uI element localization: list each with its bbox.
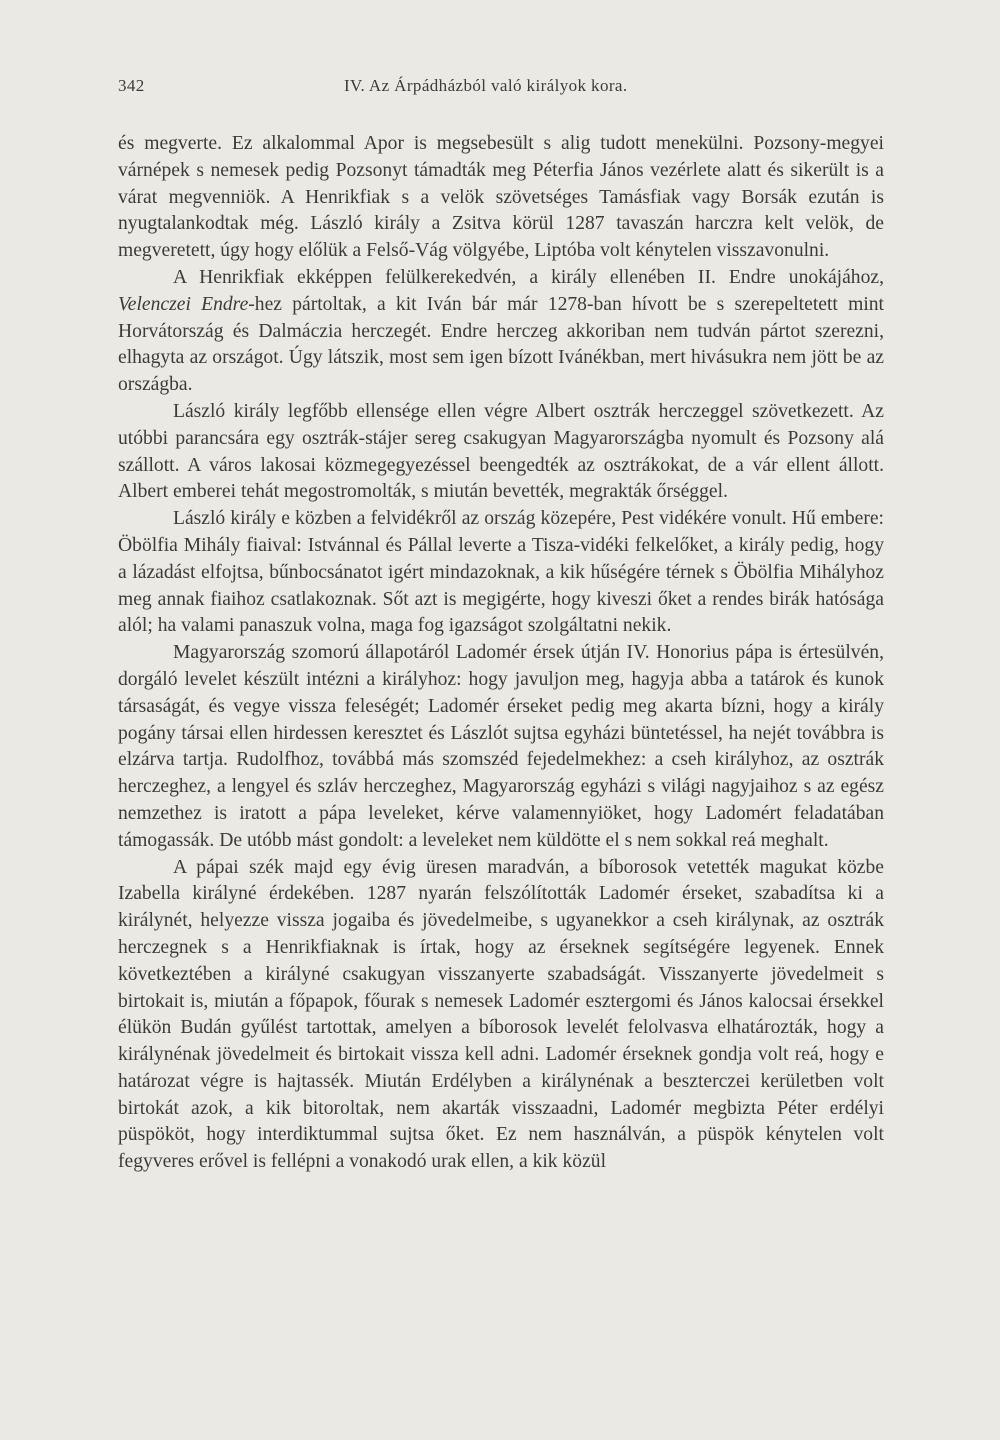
paragraph-2-end: -hez pártoltak, a kit Iván bár már 1278-ban hívott be s szerepeltetett mint Horvátország és Dalmáczia herczegét. Endre herczeg akkoriban nem tudván pártot szerezni, elhagyta az országot. Úgy látszik, most sem igen bízott Ivánékban, mert hivásukra nem jött be az országba. <box>118 293 885 396</box>
paragraph-4: László király e közben a felvidékről az ország közepére, Pest vidékére vonult. Hű embere: Öbölfia Mihály fiaival: Istvánnal és Pállal leverte a Tisza-vidéki felkelőket, a király pedig, hogy a lázadást elfojtsa, bűnbocsánatot igért mindazoknak, a kik hűségére térnek s Öbölfia Mihályhoz meg annak fiaihoz csatlakoznak. Sőt azt is megigérte, hogy kiveszi őket a rendes birák hatósága alól; ha valami panaszuk volna, maga fog igazságot szolgáltatni nekik. <box>118 508 884 637</box>
running-title: IV. Az Árpádházból való királyok kora. <box>344 76 628 95</box>
paragraph-2 <box>118 265 884 399</box>
paragraph-3: László király legfőbb ellensége ellen végre Albert osztrák herczeggel szövetkezett. Az utóbbi parancsára egy osztrák-stájer sereg csakugyan Magyarországba nyomult és Pozsony alá szállott. A város lakosai közmegegyezéssel beengedték az osztrákokat, de a vár ellent állott. Albert emberei tehát megostromolták, s miután bevették, megrakták őrséggel. <box>118 400 884 503</box>
paragraph-1: és megverte. Ez alkalommal Apor is megsebesült s alig tudott menekülni. Pozsony-megyei várnépek s nemesek pedig Pozsonyt támadták meg Péterfia János vezérlete alatt és sikerült is a várat megvenniök. A Henrikfiak s a velök szövetséges Tamásfiak vagy Borsák ezután is nyugtalankodtak még. László király a Zsitva körül 1287 tavaszán harczra kelt velök, de megveretett, úgy hogy előlük a Felső-Vág völgyébe, Liptóba volt kénytelen visszavonulni. <box>118 133 884 262</box>
paragraph-6: A pápai szék majd egy évig üresen maradván, a bíborosok vetették magukat közbe Izabella királyné érdekében. 1287 nyarán felszólították Ladomér érseket, szabadítsa ki a királynét, helyezze vissza jogaiba és jövedelmeibe, s ugyanekkor a cseh királynak, az osztrák herczegnek s a Henrikfiaknak is írtak, hogy az érseknek segítségére legyenek. Ennek következtében a királyné csakugyan visszanyerte szabadságát. Visszanyerte jövedelmeit s birtokait is, miután a főpapok, főurak s nemesek Ladomér esztergomi és János kalocsai érsekkel élükön Budán gyűlést tartottak, amelyen a bíborosok levelét felolvasva elhatározták, hogy a királynénak jövedelmeit és birtokait vissza kell adni. Ladomér érseknek gondja volt reá, hogy e határozat végre is hajtassék. Miután Erdélyben a királynénak a beszterczei kerületben volt birtokát azok, a kik bitoroltak, nem akarták visszaadni, Ladomér megbizta Péter erdélyi püspököt, hogy interdiktummal sujtsa őket. Ez nem használván, a püspök kénytelen volt fegyveres erővel is fellépni a vonakodó urak ellen, a kik közül <box>118 856 884 1173</box>
running-head <box>118 76 884 102</box>
paragraph-2-start: A Henrikfiak ekképpen felülkerekedvén, a király ellenében II. Endre unokájához, <box>173 266 884 288</box>
paragraph-2-italic-name: Velenczei Endre <box>118 293 249 315</box>
page-number: 342 <box>118 76 145 95</box>
body-text <box>118 131 884 1176</box>
paragraph-5: Magyarország szomorú állapotáról Ladomér érsek útján IV. Honorius pápa is értesülvén, dorgáló levelet készült intézni a királyhoz: hogy javuljon meg, hagyja abba a tatárok és kunok társaságát, és vegye vissza feleségét; Ladomér érseket pedig meg akarta bízni, hogy a király pogány társai ellen hirdessen keresztet és Lászlót sujtsa egyházi büntetéssel, ha nejét továbbra is elzárva tartja. Rudolfhoz, továbbá más szomszéd fejedelmekhez: a cseh királyhoz, az osztrák herczeghez, a lengyel és szláv herczeghez, Magyarország egyházi s világi nagyjaihoz s az egész nemzethez is iratott a pápa leveleket, kérve valamennyiöket, hogy Ladomért feladatában támogassák. De utóbb mást gondolt: a leveleket nem küldötte el s nem sokkal reá meghalt. <box>118 642 884 851</box>
